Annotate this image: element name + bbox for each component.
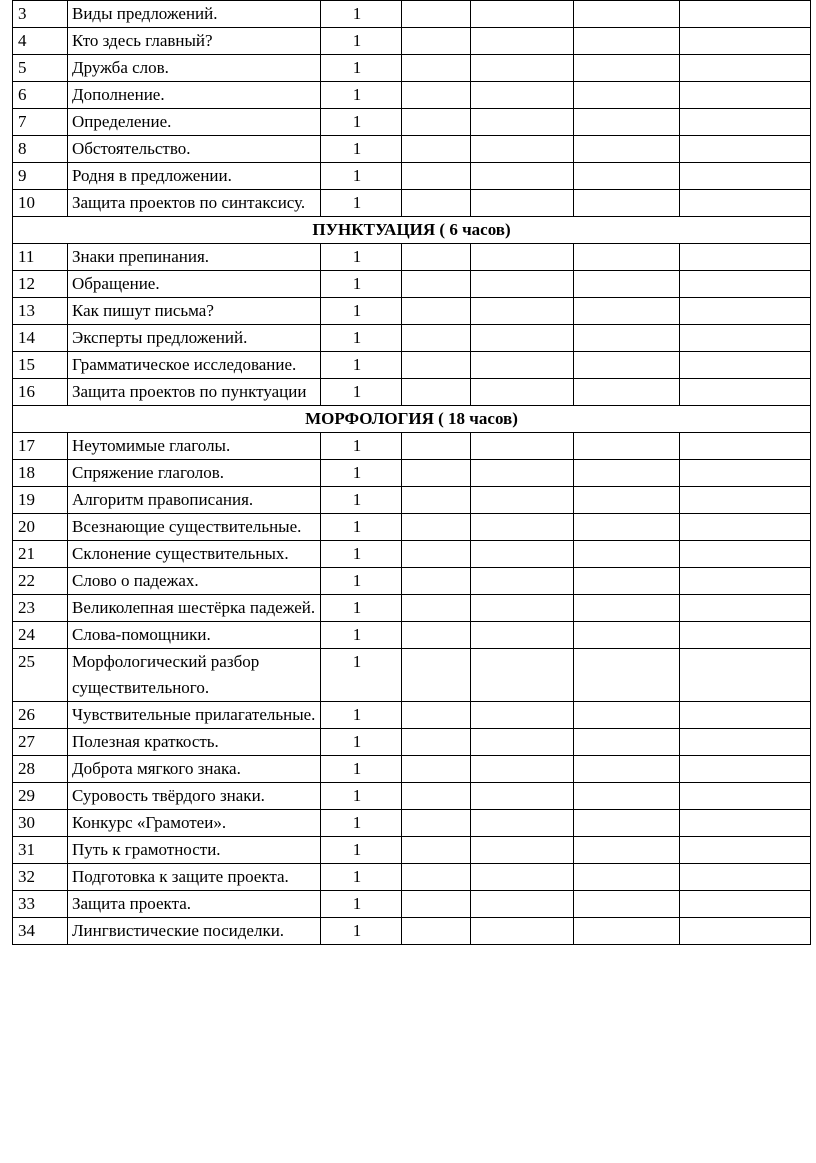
table-row	[13, 1, 811, 28]
lesson-title: Обращение.	[68, 271, 321, 298]
table-row	[13, 298, 811, 325]
empty-cell	[471, 729, 574, 756]
lesson-number: 14	[13, 325, 68, 352]
lesson-number: 6	[13, 82, 68, 109]
section-title: МОРФОЛОГИЯ ( 18 часов)	[13, 406, 811, 433]
lesson-title: Как пишут письма?	[68, 298, 321, 325]
lesson-hours-cell	[321, 729, 402, 756]
table-row	[13, 487, 811, 514]
empty-cell	[680, 325, 811, 352]
lesson-hours: 1	[352, 517, 362, 536]
table-row	[13, 460, 811, 487]
empty-cell	[680, 352, 811, 379]
table-row	[13, 28, 811, 55]
table-row	[13, 729, 811, 756]
table-row	[13, 136, 811, 163]
empty-cell	[402, 136, 471, 163]
empty-cell	[574, 622, 680, 649]
lesson-plan-table	[12, 0, 811, 945]
empty-cell	[680, 514, 811, 541]
empty-cell	[471, 918, 574, 945]
empty-cell	[471, 298, 574, 325]
empty-cell	[680, 298, 811, 325]
lesson-hours: 1	[352, 4, 362, 23]
empty-cell	[402, 55, 471, 82]
lesson-number: 16	[13, 379, 68, 406]
lesson-title: Чувствительные прилагательные.	[68, 702, 321, 729]
lesson-hours: 1	[352, 598, 362, 617]
lesson-hours-cell	[321, 379, 402, 406]
empty-cell	[680, 568, 811, 595]
lesson-number: 10	[13, 190, 68, 217]
lesson-title: Защита проекта.	[68, 891, 321, 918]
lesson-hours: 1	[352, 625, 362, 644]
empty-cell	[471, 190, 574, 217]
empty-cell	[402, 568, 471, 595]
empty-cell	[574, 514, 680, 541]
lesson-hours-cell	[321, 271, 402, 298]
empty-cell	[680, 622, 811, 649]
empty-cell	[402, 379, 471, 406]
empty-cell	[574, 837, 680, 864]
table-row	[13, 55, 811, 82]
lesson-number: 25	[13, 649, 68, 702]
lesson-title: Кто здесь главный?	[68, 28, 321, 55]
empty-cell	[680, 271, 811, 298]
lesson-title: Подготовка к защите проекта.	[68, 864, 321, 891]
table-row	[13, 595, 811, 622]
empty-cell	[471, 487, 574, 514]
empty-cell	[680, 837, 811, 864]
lesson-hours-cell	[321, 783, 402, 810]
lesson-hours: 1	[352, 894, 362, 913]
empty-cell	[680, 163, 811, 190]
empty-cell	[680, 460, 811, 487]
lesson-hours: 1	[352, 166, 362, 185]
empty-cell	[680, 82, 811, 109]
empty-cell	[680, 541, 811, 568]
empty-cell	[574, 595, 680, 622]
lesson-hours-cell	[321, 864, 402, 891]
lesson-hours-cell	[321, 487, 402, 514]
empty-cell	[574, 433, 680, 460]
empty-cell	[402, 595, 471, 622]
lesson-number: 31	[13, 837, 68, 864]
empty-cell	[471, 28, 574, 55]
empty-cell	[574, 783, 680, 810]
empty-cell	[574, 864, 680, 891]
empty-cell	[680, 649, 811, 702]
empty-cell	[574, 82, 680, 109]
table-row	[13, 837, 811, 864]
table-row	[13, 891, 811, 918]
lesson-number: 20	[13, 514, 68, 541]
empty-cell	[680, 729, 811, 756]
empty-cell	[402, 864, 471, 891]
lesson-hours-cell	[321, 325, 402, 352]
table-row	[13, 783, 811, 810]
empty-cell	[471, 379, 574, 406]
lesson-title: Грамматическое исследование.	[68, 352, 321, 379]
lesson-hours: 1	[352, 85, 362, 104]
lesson-number: 26	[13, 702, 68, 729]
empty-cell	[574, 109, 680, 136]
empty-cell	[402, 298, 471, 325]
lesson-hours-cell	[321, 568, 402, 595]
lesson-number: 32	[13, 864, 68, 891]
empty-cell	[574, 918, 680, 945]
empty-cell	[402, 109, 471, 136]
lesson-hours-cell	[321, 352, 402, 379]
empty-cell	[471, 460, 574, 487]
lesson-title: Великолепная шестёрка падежей.	[68, 595, 321, 622]
empty-cell	[574, 55, 680, 82]
lesson-title: Защита проектов по пунктуации	[68, 379, 321, 406]
empty-cell	[680, 702, 811, 729]
empty-cell	[680, 109, 811, 136]
lesson-hours-cell	[321, 163, 402, 190]
lesson-number: 21	[13, 541, 68, 568]
empty-cell	[680, 864, 811, 891]
empty-cell	[402, 837, 471, 864]
table-row	[13, 756, 811, 783]
lesson-hours-cell	[321, 891, 402, 918]
lesson-hours: 1	[352, 813, 362, 832]
lesson-hours: 1	[352, 328, 362, 347]
lesson-number: 12	[13, 271, 68, 298]
empty-cell	[402, 487, 471, 514]
lesson-title: Лингвистические посиделки.	[68, 918, 321, 945]
empty-cell	[680, 487, 811, 514]
empty-cell	[402, 271, 471, 298]
lesson-hours-cell	[321, 649, 402, 702]
empty-cell	[574, 568, 680, 595]
lesson-number: 13	[13, 298, 68, 325]
empty-cell	[680, 891, 811, 918]
empty-cell	[402, 891, 471, 918]
empty-cell	[471, 109, 574, 136]
empty-cell	[574, 271, 680, 298]
lesson-hours: 1	[352, 571, 362, 590]
section-title: ПУНКТУАЦИЯ ( 6 часов)	[13, 217, 811, 244]
lesson-hours-cell	[321, 109, 402, 136]
table-row	[13, 514, 811, 541]
lesson-hours-cell	[321, 756, 402, 783]
lesson-title: Виды предложений.	[68, 1, 321, 28]
lesson-title: Обстоятельство.	[68, 136, 321, 163]
section-header-row	[13, 217, 811, 244]
lesson-number: 23	[13, 595, 68, 622]
empty-cell	[471, 136, 574, 163]
empty-cell	[402, 244, 471, 271]
empty-cell	[402, 622, 471, 649]
table-row	[13, 244, 811, 271]
empty-cell	[402, 649, 471, 702]
lesson-number: 19	[13, 487, 68, 514]
lesson-title: Доброта мягкого знака.	[68, 756, 321, 783]
empty-cell	[574, 1, 680, 28]
empty-cell	[680, 244, 811, 271]
empty-cell	[471, 756, 574, 783]
lesson-hours-cell	[321, 82, 402, 109]
table-row	[13, 810, 811, 837]
lesson-number: 28	[13, 756, 68, 783]
table-row	[13, 163, 811, 190]
lesson-hours-cell	[321, 190, 402, 217]
empty-cell	[680, 28, 811, 55]
empty-cell	[680, 595, 811, 622]
lesson-title: Слова-помощники.	[68, 622, 321, 649]
empty-cell	[574, 702, 680, 729]
empty-cell	[471, 325, 574, 352]
lesson-hours: 1	[352, 840, 362, 859]
lesson-number: 18	[13, 460, 68, 487]
section-header-row	[13, 406, 811, 433]
lesson-hours: 1	[352, 274, 362, 293]
lesson-title: Алгоритм правописания.	[68, 487, 321, 514]
empty-cell	[574, 163, 680, 190]
lesson-hours: 1	[352, 31, 362, 50]
lesson-hours: 1	[352, 58, 362, 77]
empty-cell	[680, 136, 811, 163]
empty-cell	[471, 163, 574, 190]
empty-cell	[471, 271, 574, 298]
lesson-hours-cell	[321, 514, 402, 541]
lesson-hours-cell	[321, 433, 402, 460]
lesson-hours-cell	[321, 136, 402, 163]
lesson-title: Родня в предложении.	[68, 163, 321, 190]
empty-cell	[402, 729, 471, 756]
empty-cell	[402, 163, 471, 190]
lesson-number: 5	[13, 55, 68, 82]
lesson-number: 7	[13, 109, 68, 136]
empty-cell	[680, 918, 811, 945]
table-row	[13, 541, 811, 568]
lesson-hours-cell	[321, 28, 402, 55]
empty-cell	[574, 729, 680, 756]
empty-cell	[471, 433, 574, 460]
lesson-number: 11	[13, 244, 68, 271]
lesson-number: 24	[13, 622, 68, 649]
empty-cell	[402, 810, 471, 837]
empty-cell	[471, 55, 574, 82]
lesson-title: Дополнение.	[68, 82, 321, 109]
empty-cell	[680, 1, 811, 28]
empty-cell	[574, 352, 680, 379]
empty-cell	[471, 514, 574, 541]
lesson-hours: 1	[352, 705, 362, 724]
lesson-number: 22	[13, 568, 68, 595]
document-page	[12, 0, 810, 945]
empty-cell	[402, 514, 471, 541]
lesson-hours-cell	[321, 460, 402, 487]
lesson-hours-cell	[321, 541, 402, 568]
empty-cell	[574, 298, 680, 325]
lesson-hours-cell	[321, 810, 402, 837]
lesson-hours: 1	[352, 382, 362, 401]
lesson-hours: 1	[352, 759, 362, 778]
lesson-hours: 1	[352, 355, 362, 374]
lesson-number: 9	[13, 163, 68, 190]
empty-cell	[574, 541, 680, 568]
empty-cell	[471, 649, 574, 702]
lesson-number: 30	[13, 810, 68, 837]
table-row	[13, 568, 811, 595]
empty-cell	[402, 82, 471, 109]
empty-cell	[402, 918, 471, 945]
lesson-title: Спряжение глаголов.	[68, 460, 321, 487]
empty-cell	[471, 891, 574, 918]
lesson-title: Определение.	[68, 109, 321, 136]
empty-cell	[471, 1, 574, 28]
empty-cell	[574, 649, 680, 702]
empty-cell	[680, 190, 811, 217]
lesson-hours: 1	[352, 544, 362, 563]
lesson-title: Дружба слов.	[68, 55, 321, 82]
empty-cell	[402, 1, 471, 28]
empty-cell	[680, 55, 811, 82]
table-row	[13, 918, 811, 945]
empty-cell	[471, 702, 574, 729]
lesson-hours: 1	[352, 652, 362, 671]
empty-cell	[471, 783, 574, 810]
empty-cell	[471, 810, 574, 837]
lesson-title: Всезнающие существительные.	[68, 514, 321, 541]
empty-cell	[471, 352, 574, 379]
lesson-title: Неутомимые глаголы.	[68, 433, 321, 460]
lesson-plan-body	[13, 1, 811, 945]
lesson-hours: 1	[352, 732, 362, 751]
empty-cell	[574, 810, 680, 837]
lesson-number: 27	[13, 729, 68, 756]
lesson-number: 17	[13, 433, 68, 460]
lesson-hours-cell	[321, 244, 402, 271]
lesson-hours: 1	[352, 301, 362, 320]
empty-cell	[471, 541, 574, 568]
empty-cell	[574, 244, 680, 271]
lesson-hours-cell	[321, 595, 402, 622]
lesson-hours-cell	[321, 837, 402, 864]
table-row	[13, 82, 811, 109]
empty-cell	[574, 891, 680, 918]
empty-cell	[402, 352, 471, 379]
empty-cell	[574, 756, 680, 783]
lesson-hours-cell	[321, 622, 402, 649]
empty-cell	[574, 487, 680, 514]
lesson-number: 33	[13, 891, 68, 918]
table-row	[13, 190, 811, 217]
lesson-hours: 1	[352, 112, 362, 131]
empty-cell	[680, 379, 811, 406]
lesson-hours: 1	[352, 867, 362, 886]
empty-cell	[471, 595, 574, 622]
lesson-title: Конкурс «Грамотеи».	[68, 810, 321, 837]
empty-cell	[471, 864, 574, 891]
empty-cell	[471, 837, 574, 864]
table-row	[13, 433, 811, 460]
empty-cell	[402, 702, 471, 729]
lesson-hours: 1	[352, 139, 362, 158]
table-row	[13, 702, 811, 729]
empty-cell	[402, 460, 471, 487]
lesson-hours: 1	[352, 436, 362, 455]
table-row	[13, 271, 811, 298]
lesson-title: Суровость твёрдого знаки.	[68, 783, 321, 810]
empty-cell	[680, 433, 811, 460]
lesson-number: 34	[13, 918, 68, 945]
lesson-title: Склонение существительных.	[68, 541, 321, 568]
table-row	[13, 325, 811, 352]
table-row	[13, 379, 811, 406]
lesson-number: 3	[13, 1, 68, 28]
table-row	[13, 352, 811, 379]
table-row	[13, 109, 811, 136]
lesson-title: Морфологический разбор существительного.	[68, 649, 321, 702]
lesson-hours: 1	[352, 463, 362, 482]
empty-cell	[680, 756, 811, 783]
empty-cell	[471, 568, 574, 595]
table-row	[13, 622, 811, 649]
table-row	[13, 649, 811, 702]
empty-cell	[574, 190, 680, 217]
empty-cell	[680, 783, 811, 810]
lesson-title: Путь к грамотности.	[68, 837, 321, 864]
lesson-hours-cell	[321, 1, 402, 28]
lesson-title: Защита проектов по синтаксису.	[68, 190, 321, 217]
lesson-number: 8	[13, 136, 68, 163]
lesson-title: Слово о падежах.	[68, 568, 321, 595]
lesson-hours-cell	[321, 702, 402, 729]
lesson-hours-cell	[321, 55, 402, 82]
lesson-title: Эксперты предложений.	[68, 325, 321, 352]
empty-cell	[471, 244, 574, 271]
empty-cell	[402, 756, 471, 783]
empty-cell	[574, 460, 680, 487]
lesson-hours: 1	[352, 786, 362, 805]
empty-cell	[574, 379, 680, 406]
empty-cell	[402, 28, 471, 55]
lesson-hours-cell	[321, 918, 402, 945]
empty-cell	[402, 190, 471, 217]
lesson-number: 4	[13, 28, 68, 55]
table-row	[13, 864, 811, 891]
empty-cell	[574, 325, 680, 352]
empty-cell	[574, 136, 680, 163]
lesson-number: 15	[13, 352, 68, 379]
empty-cell	[402, 433, 471, 460]
lesson-hours: 1	[352, 193, 362, 212]
lesson-title: Полезная краткость.	[68, 729, 321, 756]
empty-cell	[402, 325, 471, 352]
empty-cell	[471, 82, 574, 109]
empty-cell	[574, 28, 680, 55]
lesson-hours: 1	[352, 247, 362, 266]
empty-cell	[680, 810, 811, 837]
empty-cell	[402, 783, 471, 810]
lesson-hours: 1	[352, 490, 362, 509]
lesson-hours: 1	[352, 921, 362, 940]
lesson-number: 29	[13, 783, 68, 810]
empty-cell	[471, 622, 574, 649]
lesson-title: Знаки препинания.	[68, 244, 321, 271]
empty-cell	[402, 541, 471, 568]
lesson-hours-cell	[321, 298, 402, 325]
